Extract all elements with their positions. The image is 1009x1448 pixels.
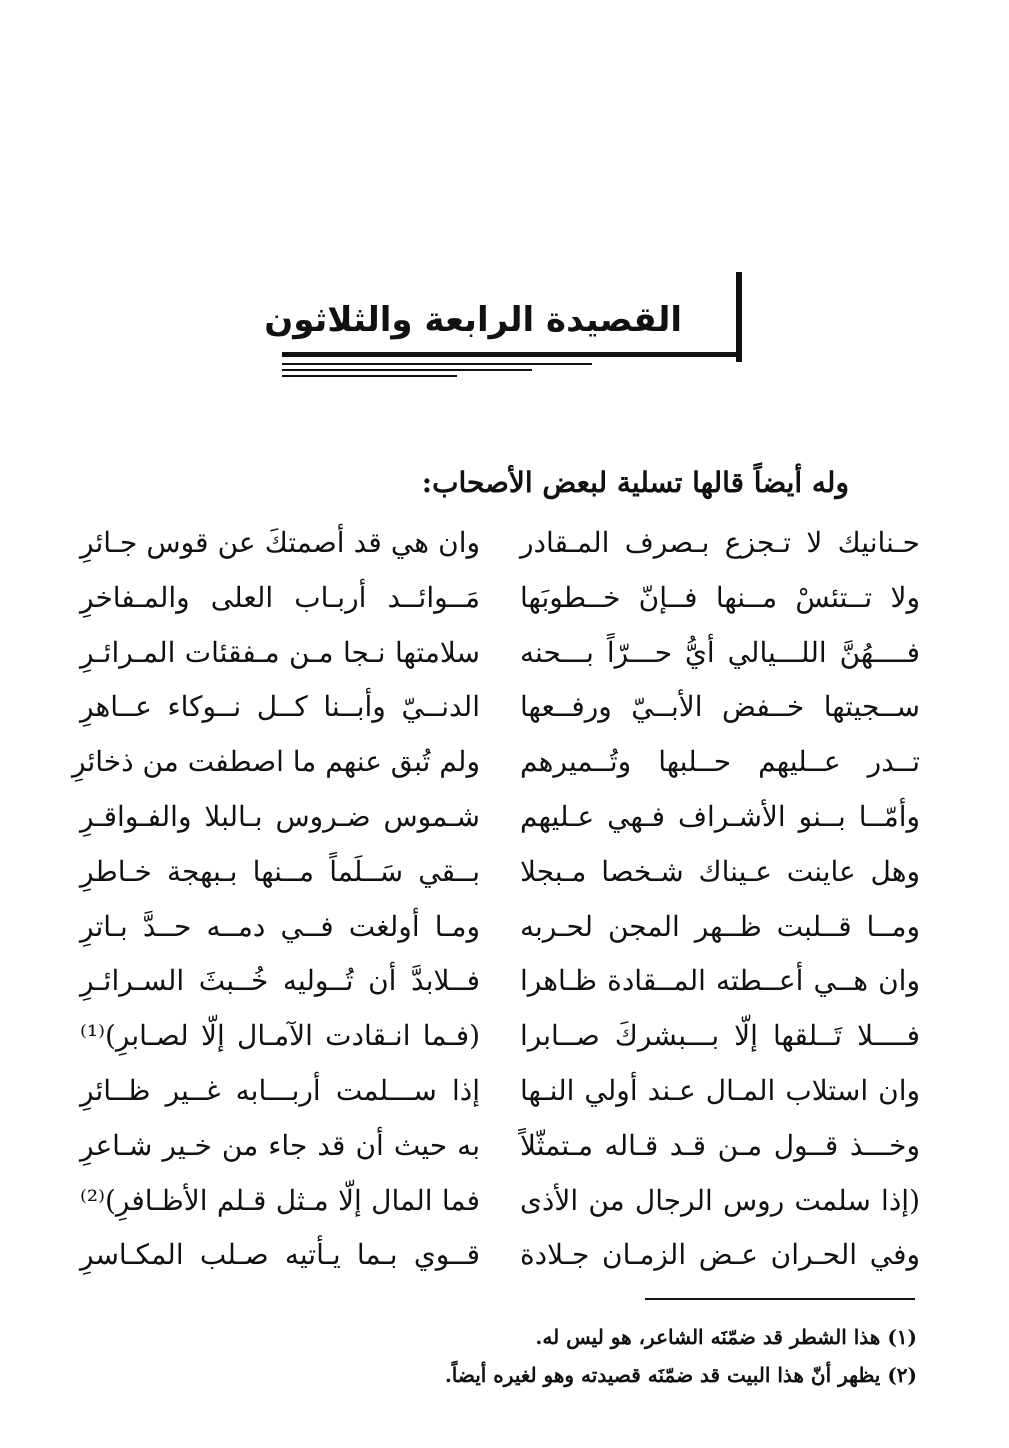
title-box — [264, 272, 742, 362]
verse-row — [80, 954, 920, 1009]
title-vertical-rule — [736, 272, 742, 362]
verse-second-hemistich: ولم تُبق عنهم ما اصطفت من ذخائرِ — [72, 745, 480, 779]
title-rule-thin-1 — [282, 363, 592, 365]
verse-row — [72, 735, 920, 790]
verse-row — [80, 1009, 920, 1064]
poem-title: القصيدة الرابعة والثلاثون — [264, 300, 682, 340]
verse-second-hemistich: سلامتها نـجا مـن مـفقئات المـرائـرِ — [80, 635, 480, 669]
verse-row — [80, 845, 920, 900]
footnote-2: (٢) يظهر أنّ هذا البيت قد ضمّنَه قصيدته وهو لغيره أيضاً. — [444, 1363, 917, 1387]
verse-first-hemistich: حـنانيك لا تـجزع بـصرف المـقادر — [520, 526, 920, 559]
verse-row — [80, 1119, 920, 1174]
verse-row — [80, 626, 920, 681]
verses — [72, 516, 920, 1283]
verse-first-hemistich: وفي الحـران عـض الزمـان جـلادة — [520, 1238, 920, 1272]
verse-first-hemistich: وان هــي أعــطته المــقادة ظـاهرا — [520, 964, 920, 998]
verse-row — [80, 680, 920, 735]
verse-first-hemistich: ومــا قــلبت ظــهر المجن لحـربه — [520, 909, 920, 943]
verse-row — [80, 790, 920, 845]
verse-first-hemistich: وهل عاينت عـيناك شـخصا مـبجلا — [520, 854, 920, 888]
verse-row — [80, 1174, 920, 1229]
verse-second-hemistich: ومـا أولغت فــي دمــه حــدَّ بـاترِ — [80, 909, 480, 943]
verse-second-hemistich: وان هي قد أصمتكَ عن قوس جـائرِ — [80, 526, 480, 559]
verse-first-hemistich: فــــلا تَــلقها إلّا بـــبشركَ صــابرا — [520, 1019, 920, 1053]
verse-second-hemistich: قــوي بـما يـأتيه صـلب المكـاسرِ — [80, 1238, 480, 1272]
title-rule-thin-3 — [282, 375, 457, 377]
verse-first-hemistich: وأمّــا بــنو الأشـراف فـهي عـليهم — [520, 799, 920, 833]
footnotes — [445, 1318, 917, 1394]
verse-first-hemistich: وخـــذ قــول مـن قـد قـاله مـتمثّلاً — [520, 1128, 920, 1162]
verse-first-hemistich: (إذا سلمت روس الرجال من الأذى — [520, 1183, 920, 1217]
verse-row — [80, 1228, 920, 1283]
verse-second-hemistich: به حيث أن قد جاء من خـير شـاعرِ — [80, 1128, 480, 1162]
footnote-1: (١) هذا الشطر قد ضمّنَه الشاعر، هو ليس له. — [535, 1325, 917, 1349]
verse-second-hemistich: مَــوائــد أربـاب العلى والمـفاخرِ — [80, 580, 480, 614]
verse-row — [80, 571, 920, 626]
verse-second-hemistich: الدنــيّ وأبــنا كــل نــوكاء عــاهرِ — [80, 690, 480, 724]
verse-first-hemistich: فــــهُنَّ اللـــيالي أيُّ حـــرّاً بـــحنه — [520, 635, 920, 669]
verse-row — [80, 516, 920, 571]
verse-first-hemistich: تــدر عــليهم حــلبها وتُــميرهم — [520, 745, 920, 779]
verse-first-hemistich: ســجيتها خــفض الأبــيّ ورفــعها — [520, 690, 920, 724]
verse-first-hemistich: وان استلاب المـال عـند أولي النـها — [520, 1073, 920, 1107]
verse-second-hemistich: بــقي سَــلَماً مــنها بـبهجة خـاطرِ — [80, 854, 480, 888]
title-rule-thick — [282, 352, 742, 357]
verse-second-hemistich: إذا ســـلمت أربـــابه غــير ظــائرِ — [80, 1073, 480, 1107]
verse-row — [80, 900, 920, 955]
verse-second-hemistich: شـموس ضـروس بـالبلا والفـواقـرِ — [80, 799, 480, 833]
verse-first-hemistich: ولا تــتئسْ مــنها فــإنّ خــطوبَها — [520, 580, 920, 614]
verse-second-hemistich: (فـما انـقادت الآمـال إلّا لصـابرِ)⁽¹⁾ — [80, 1019, 480, 1053]
footnote-separator — [645, 1298, 915, 1300]
verse-second-hemistich: فــلابدَّ أن تُــوليه خُــبثَ السـرائـرِ — [80, 964, 480, 998]
verse-row — [80, 1064, 920, 1119]
verse-second-hemistich: فما المال إلّا مـثل قـلم الأظـافرِ)⁽²⁾ — [80, 1183, 480, 1217]
title-rule-thin-2 — [282, 369, 532, 371]
poem-intro: وله أيضاً قالها تسلية لبعض الأصحاب: — [421, 466, 849, 499]
